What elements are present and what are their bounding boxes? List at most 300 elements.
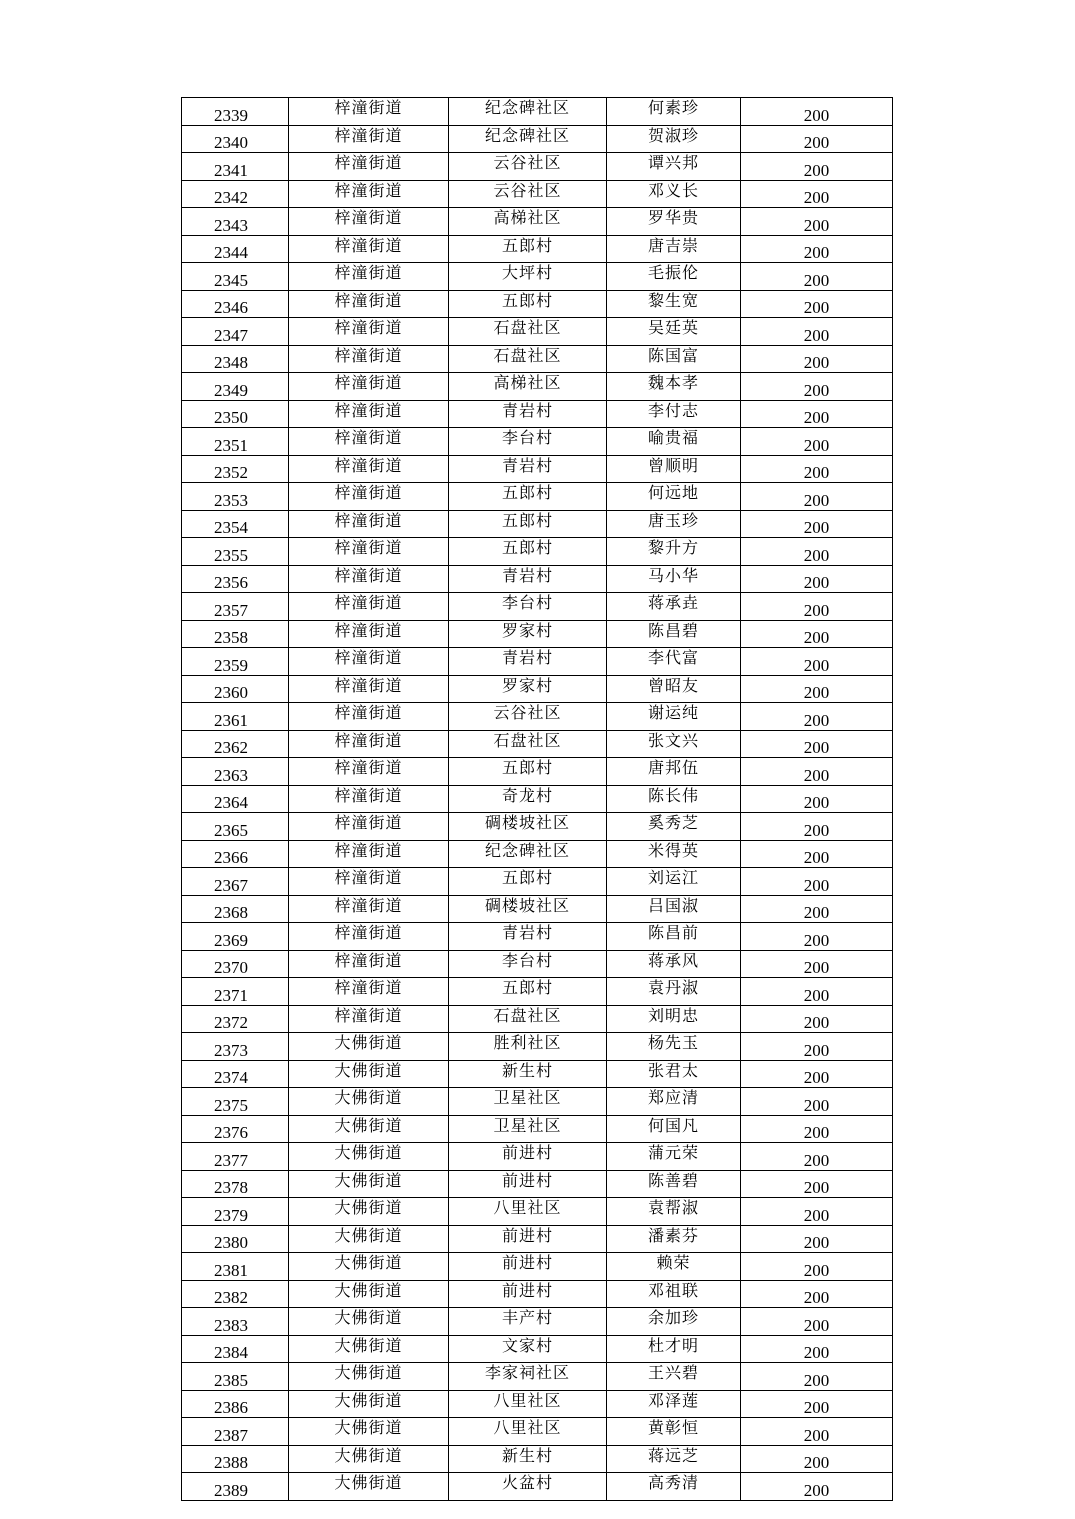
table-row: [182, 235, 893, 263]
person-name-cell: 杨先玉: [607, 1033, 741, 1061]
row-number-cell: 2368: [182, 895, 289, 923]
street-name-cell: 大佛街道: [289, 1390, 449, 1418]
street-name-cell: 梓潼街道: [289, 208, 449, 236]
community-name-cell: 罗家村: [449, 620, 607, 648]
table-row: [182, 1253, 893, 1281]
person-name-cell: 陈国富: [607, 345, 741, 373]
row-number-cell: 2380: [182, 1225, 289, 1253]
person-name-cell: 陈长伟: [607, 785, 741, 813]
street-name-cell: 梓潼街道: [289, 675, 449, 703]
street-name-cell: 梓潼街道: [289, 950, 449, 978]
street-name-cell: 梓潼街道: [289, 263, 449, 291]
person-name-cell: 吴廷英: [607, 318, 741, 346]
table-row: [182, 813, 893, 841]
amount-value-cell: 200: [741, 895, 893, 923]
row-number-cell: 2371: [182, 978, 289, 1006]
table-row: [182, 290, 893, 318]
table-row: [182, 483, 893, 511]
community-name-cell: 五郎村: [449, 290, 607, 318]
community-name-cell: 文家村: [449, 1335, 607, 1363]
table-row: [182, 675, 893, 703]
street-name-cell: 大佛街道: [289, 1418, 449, 1446]
community-name-cell: 新生村: [449, 1445, 607, 1473]
table-row: [182, 1088, 893, 1116]
row-number-cell: 2377: [182, 1143, 289, 1171]
person-name-cell: 曾顺明: [607, 455, 741, 483]
row-number-cell: 2349: [182, 373, 289, 401]
amount-value-cell: 200: [741, 345, 893, 373]
amount-value-cell: 200: [741, 1280, 893, 1308]
street-name-cell: 梓潼街道: [289, 483, 449, 511]
table-row: [182, 565, 893, 593]
row-number-cell: 2347: [182, 318, 289, 346]
street-name-cell: 大佛街道: [289, 1473, 449, 1501]
table-row: [182, 868, 893, 896]
table-row: [182, 840, 893, 868]
amount-value-cell: 200: [741, 813, 893, 841]
street-name-cell: 大佛街道: [289, 1060, 449, 1088]
street-name-cell: 梓潼街道: [289, 895, 449, 923]
person-name-cell: 张君太: [607, 1060, 741, 1088]
community-name-cell: 高梯社区: [449, 208, 607, 236]
street-name-cell: 梓潼街道: [289, 868, 449, 896]
street-name-cell: 梓潼街道: [289, 758, 449, 786]
row-number-cell: 2356: [182, 565, 289, 593]
street-name-cell: 大佛街道: [289, 1088, 449, 1116]
person-name-cell: 何国凡: [607, 1115, 741, 1143]
table-row: [182, 263, 893, 291]
row-number-cell: 2385: [182, 1363, 289, 1391]
person-name-cell: 王兴碧: [607, 1363, 741, 1391]
community-name-cell: 青岩村: [449, 565, 607, 593]
amount-value-cell: 200: [741, 373, 893, 401]
community-name-cell: 卫星社区: [449, 1115, 607, 1143]
amount-value-cell: 200: [741, 1225, 893, 1253]
row-number-cell: 2374: [182, 1060, 289, 1088]
person-name-cell: 米得英: [607, 840, 741, 868]
amount-value-cell: 200: [741, 950, 893, 978]
table-row: [182, 510, 893, 538]
amount-value-cell: 200: [741, 455, 893, 483]
person-name-cell: 黎生宽: [607, 290, 741, 318]
row-number-cell: 2364: [182, 785, 289, 813]
person-name-cell: 吕国淑: [607, 895, 741, 923]
row-number-cell: 2351: [182, 428, 289, 456]
street-name-cell: 大佛街道: [289, 1198, 449, 1226]
amount-value-cell: 200: [741, 620, 893, 648]
community-name-cell: 碉楼坡社区: [449, 813, 607, 841]
community-name-cell: 卫星社区: [449, 1088, 607, 1116]
row-number-cell: 2376: [182, 1115, 289, 1143]
person-name-cell: 罗华贵: [607, 208, 741, 236]
person-name-cell: 刘运江: [607, 868, 741, 896]
amount-value-cell: 200: [741, 125, 893, 153]
row-number-cell: 2378: [182, 1170, 289, 1198]
table-row: [182, 400, 893, 428]
table-row: [182, 895, 893, 923]
community-name-cell: 八里社区: [449, 1418, 607, 1446]
row-number-cell: 2365: [182, 813, 289, 841]
community-name-cell: 五郎村: [449, 978, 607, 1006]
row-number-cell: 2341: [182, 153, 289, 181]
community-name-cell: 李台村: [449, 593, 607, 621]
amount-value-cell: 200: [741, 565, 893, 593]
community-name-cell: 青岩村: [449, 923, 607, 951]
street-name-cell: 梓潼街道: [289, 235, 449, 263]
amount-value-cell: 200: [741, 923, 893, 951]
row-number-cell: 2340: [182, 125, 289, 153]
person-name-cell: 蒲元荣: [607, 1143, 741, 1171]
street-name-cell: 梓潼街道: [289, 840, 449, 868]
row-number-cell: 2373: [182, 1033, 289, 1061]
person-name-cell: 奚秀芝: [607, 813, 741, 841]
table-row: [182, 428, 893, 456]
street-name-cell: 梓潼街道: [289, 593, 449, 621]
table-row: [182, 1445, 893, 1473]
community-name-cell: 前进村: [449, 1253, 607, 1281]
row-number-cell: 2342: [182, 180, 289, 208]
person-name-cell: 李代富: [607, 648, 741, 676]
table-row: [182, 98, 893, 126]
street-name-cell: 大佛街道: [289, 1445, 449, 1473]
amount-value-cell: 200: [741, 648, 893, 676]
street-name-cell: 梓潼街道: [289, 978, 449, 1006]
street-name-cell: 梓潼街道: [289, 400, 449, 428]
row-number-cell: 2361: [182, 703, 289, 731]
street-name-cell: 梓潼街道: [289, 538, 449, 566]
street-name-cell: 梓潼街道: [289, 730, 449, 758]
amount-value-cell: 200: [741, 978, 893, 1006]
table-row: [182, 785, 893, 813]
amount-value-cell: 200: [741, 1253, 893, 1281]
person-name-cell: 唐邦伍: [607, 758, 741, 786]
person-name-cell: 蒋远芝: [607, 1445, 741, 1473]
table-row: [182, 1115, 893, 1143]
row-number-cell: 2358: [182, 620, 289, 648]
row-number-cell: 2388: [182, 1445, 289, 1473]
person-name-cell: 杜才明: [607, 1335, 741, 1363]
amount-value-cell: 200: [741, 263, 893, 291]
amount-value-cell: 200: [741, 1418, 893, 1446]
community-name-cell: 新生村: [449, 1060, 607, 1088]
community-name-cell: 胜利社区: [449, 1033, 607, 1061]
community-name-cell: 五郎村: [449, 758, 607, 786]
table-row: [182, 923, 893, 951]
street-name-cell: 梓潼街道: [289, 813, 449, 841]
community-name-cell: 五郎村: [449, 483, 607, 511]
table-row: [182, 208, 893, 236]
amount-value-cell: 200: [741, 1115, 893, 1143]
amount-value-cell: 200: [741, 675, 893, 703]
person-name-cell: 唐玉珍: [607, 510, 741, 538]
row-number-cell: 2389: [182, 1473, 289, 1501]
row-number-cell: 2379: [182, 1198, 289, 1226]
community-name-cell: 前进村: [449, 1225, 607, 1253]
table-row: [182, 648, 893, 676]
community-name-cell: 八里社区: [449, 1198, 607, 1226]
row-number-cell: 2362: [182, 730, 289, 758]
row-number-cell: 2355: [182, 538, 289, 566]
person-name-cell: 袁帮淑: [607, 1198, 741, 1226]
community-name-cell: 高梯社区: [449, 373, 607, 401]
table-row: [182, 455, 893, 483]
amount-value-cell: 200: [741, 180, 893, 208]
community-name-cell: 前进村: [449, 1280, 607, 1308]
amount-value-cell: 200: [741, 318, 893, 346]
community-name-cell: 五郎村: [449, 235, 607, 263]
amount-value-cell: 200: [741, 483, 893, 511]
row-number-cell: 2369: [182, 923, 289, 951]
community-name-cell: 五郎村: [449, 868, 607, 896]
table-row: [182, 1198, 893, 1226]
row-number-cell: 2382: [182, 1280, 289, 1308]
row-number-cell: 2363: [182, 758, 289, 786]
person-name-cell: 郑应清: [607, 1088, 741, 1116]
row-number-cell: 2346: [182, 290, 289, 318]
row-number-cell: 2354: [182, 510, 289, 538]
person-name-cell: 贺淑珍: [607, 125, 741, 153]
community-name-cell: 纪念碑社区: [449, 840, 607, 868]
street-name-cell: 大佛街道: [289, 1253, 449, 1281]
street-name-cell: 梓潼街道: [289, 455, 449, 483]
amount-value-cell: 200: [741, 1060, 893, 1088]
amount-value-cell: 200: [741, 1170, 893, 1198]
person-name-cell: 李付志: [607, 400, 741, 428]
street-name-cell: 大佛街道: [289, 1280, 449, 1308]
person-name-cell: 黎升方: [607, 538, 741, 566]
table-row: [182, 1143, 893, 1171]
table-row: [182, 125, 893, 153]
community-name-cell: 五郎村: [449, 538, 607, 566]
person-name-cell: 喻贵福: [607, 428, 741, 456]
table-row: [182, 1033, 893, 1061]
amount-value-cell: 200: [741, 1363, 893, 1391]
community-name-cell: 李家祠社区: [449, 1363, 607, 1391]
street-name-cell: 梓潼街道: [289, 125, 449, 153]
community-name-cell: 大坪村: [449, 263, 607, 291]
person-name-cell: 潘素芬: [607, 1225, 741, 1253]
amount-value-cell: 200: [741, 153, 893, 181]
table-row: [182, 1473, 893, 1501]
street-name-cell: 梓潼街道: [289, 318, 449, 346]
amount-value-cell: 200: [741, 840, 893, 868]
table-row: [182, 1308, 893, 1336]
table-row: [182, 318, 893, 346]
table-row: [182, 703, 893, 731]
row-number-cell: 2360: [182, 675, 289, 703]
person-name-cell: 谢运纯: [607, 703, 741, 731]
row-number-cell: 2381: [182, 1253, 289, 1281]
table-row: [182, 1060, 893, 1088]
person-name-cell: 高秀清: [607, 1473, 741, 1501]
row-number-cell: 2367: [182, 868, 289, 896]
person-name-cell: 邓祖联: [607, 1280, 741, 1308]
community-name-cell: 石盘社区: [449, 318, 607, 346]
person-name-cell: 马小华: [607, 565, 741, 593]
street-name-cell: 梓潼街道: [289, 428, 449, 456]
street-name-cell: 大佛街道: [289, 1363, 449, 1391]
person-name-cell: 陈昌前: [607, 923, 741, 951]
community-name-cell: 青岩村: [449, 648, 607, 676]
amount-value-cell: 200: [741, 1308, 893, 1336]
amount-value-cell: 200: [741, 1445, 893, 1473]
person-name-cell: 唐吉崇: [607, 235, 741, 263]
community-name-cell: 李台村: [449, 950, 607, 978]
amount-value-cell: 200: [741, 868, 893, 896]
amount-value-cell: 200: [741, 758, 893, 786]
street-name-cell: 梓潼街道: [289, 1005, 449, 1033]
street-name-cell: 大佛街道: [289, 1143, 449, 1171]
street-name-cell: 大佛街道: [289, 1033, 449, 1061]
community-name-cell: 云谷社区: [449, 153, 607, 181]
table-row: [182, 1390, 893, 1418]
row-number-cell: 2384: [182, 1335, 289, 1363]
table-row: [182, 180, 893, 208]
row-number-cell: 2353: [182, 483, 289, 511]
community-name-cell: 纪念碑社区: [449, 98, 607, 126]
community-name-cell: 碉楼坡社区: [449, 895, 607, 923]
community-name-cell: 青岩村: [449, 400, 607, 428]
amount-value-cell: 200: [741, 593, 893, 621]
row-number-cell: 2357: [182, 593, 289, 621]
community-name-cell: 石盘社区: [449, 345, 607, 373]
person-name-cell: 邓义长: [607, 180, 741, 208]
community-name-cell: 前进村: [449, 1143, 607, 1171]
person-name-cell: 刘明忠: [607, 1005, 741, 1033]
row-number-cell: 2343: [182, 208, 289, 236]
street-name-cell: 大佛街道: [289, 1225, 449, 1253]
community-name-cell: 石盘社区: [449, 1005, 607, 1033]
community-name-cell: 八里社区: [449, 1390, 607, 1418]
amount-value-cell: 200: [741, 290, 893, 318]
person-name-cell: 毛振伦: [607, 263, 741, 291]
amount-value-cell: 200: [741, 1473, 893, 1501]
roster-table-body: [182, 98, 893, 1501]
amount-value-cell: 200: [741, 538, 893, 566]
street-name-cell: 梓潼街道: [289, 648, 449, 676]
community-name-cell: 丰产村: [449, 1308, 607, 1336]
person-name-cell: 陈昌碧: [607, 620, 741, 648]
table-row: [182, 373, 893, 401]
amount-value-cell: 200: [741, 208, 893, 236]
table-row: [182, 345, 893, 373]
community-name-cell: 青岩村: [449, 455, 607, 483]
community-name-cell: 前进村: [449, 1170, 607, 1198]
row-number-cell: 2345: [182, 263, 289, 291]
amount-value-cell: 200: [741, 98, 893, 126]
row-number-cell: 2344: [182, 235, 289, 263]
street-name-cell: 大佛街道: [289, 1308, 449, 1336]
street-name-cell: 梓潼街道: [289, 373, 449, 401]
amount-value-cell: 200: [741, 1143, 893, 1171]
person-name-cell: 邓泽莲: [607, 1390, 741, 1418]
person-name-cell: 黄彰恒: [607, 1418, 741, 1446]
table-row: [182, 1170, 893, 1198]
row-number-cell: 2370: [182, 950, 289, 978]
person-name-cell: 陈善碧: [607, 1170, 741, 1198]
community-name-cell: 五郎村: [449, 510, 607, 538]
amount-value-cell: 200: [741, 1005, 893, 1033]
person-name-cell: 余加珍: [607, 1308, 741, 1336]
person-name-cell: 何远地: [607, 483, 741, 511]
row-number-cell: 2348: [182, 345, 289, 373]
street-name-cell: 梓潼街道: [289, 785, 449, 813]
community-name-cell: 纪念碑社区: [449, 125, 607, 153]
table-row: [182, 1363, 893, 1391]
row-number-cell: 2352: [182, 455, 289, 483]
amount-value-cell: 200: [741, 1198, 893, 1226]
street-name-cell: 大佛街道: [289, 1115, 449, 1143]
row-number-cell: 2359: [182, 648, 289, 676]
amount-value-cell: 200: [741, 1088, 893, 1116]
amount-value-cell: 200: [741, 1033, 893, 1061]
table-row: [182, 1005, 893, 1033]
row-number-cell: 2339: [182, 98, 289, 126]
person-name-cell: 蒋承风: [607, 950, 741, 978]
row-number-cell: 2375: [182, 1088, 289, 1116]
amount-value-cell: 200: [741, 428, 893, 456]
street-name-cell: 大佛街道: [289, 1170, 449, 1198]
table-row: [182, 1418, 893, 1446]
person-name-cell: 赖荣: [607, 1253, 741, 1281]
row-number-cell: 2366: [182, 840, 289, 868]
table-row: [182, 758, 893, 786]
person-name-cell: 袁丹淑: [607, 978, 741, 1006]
row-number-cell: 2383: [182, 1308, 289, 1336]
row-number-cell: 2350: [182, 400, 289, 428]
table-row: [182, 978, 893, 1006]
community-name-cell: 云谷社区: [449, 180, 607, 208]
roster-table: [181, 97, 893, 1501]
person-name-cell: 张文兴: [607, 730, 741, 758]
amount-value-cell: 200: [741, 510, 893, 538]
street-name-cell: 梓潼街道: [289, 565, 449, 593]
amount-value-cell: 200: [741, 1335, 893, 1363]
person-name-cell: 何素珍: [607, 98, 741, 126]
street-name-cell: 梓潼街道: [289, 290, 449, 318]
table-row: [182, 620, 893, 648]
amount-value-cell: 200: [741, 703, 893, 731]
community-name-cell: 李台村: [449, 428, 607, 456]
street-name-cell: 大佛街道: [289, 1335, 449, 1363]
community-name-cell: 石盘社区: [449, 730, 607, 758]
person-name-cell: 蒋承垚: [607, 593, 741, 621]
row-number-cell: 2386: [182, 1390, 289, 1418]
person-name-cell: 魏本孝: [607, 373, 741, 401]
community-name-cell: 罗家村: [449, 675, 607, 703]
table-row: [182, 730, 893, 758]
street-name-cell: 梓潼街道: [289, 703, 449, 731]
amount-value-cell: 200: [741, 400, 893, 428]
table-row: [182, 1280, 893, 1308]
table-row: [182, 593, 893, 621]
street-name-cell: 梓潼街道: [289, 923, 449, 951]
person-name-cell: 曾昭友: [607, 675, 741, 703]
row-number-cell: 2387: [182, 1418, 289, 1446]
community-name-cell: 奇龙村: [449, 785, 607, 813]
amount-value-cell: 200: [741, 1390, 893, 1418]
street-name-cell: 梓潼街道: [289, 345, 449, 373]
amount-value-cell: 200: [741, 235, 893, 263]
community-name-cell: 火盆村: [449, 1473, 607, 1501]
table-row: [182, 1335, 893, 1363]
table-row: [182, 950, 893, 978]
table-row: [182, 1225, 893, 1253]
table-row: [182, 153, 893, 181]
table-row: [182, 538, 893, 566]
amount-value-cell: 200: [741, 785, 893, 813]
street-name-cell: 梓潼街道: [289, 510, 449, 538]
